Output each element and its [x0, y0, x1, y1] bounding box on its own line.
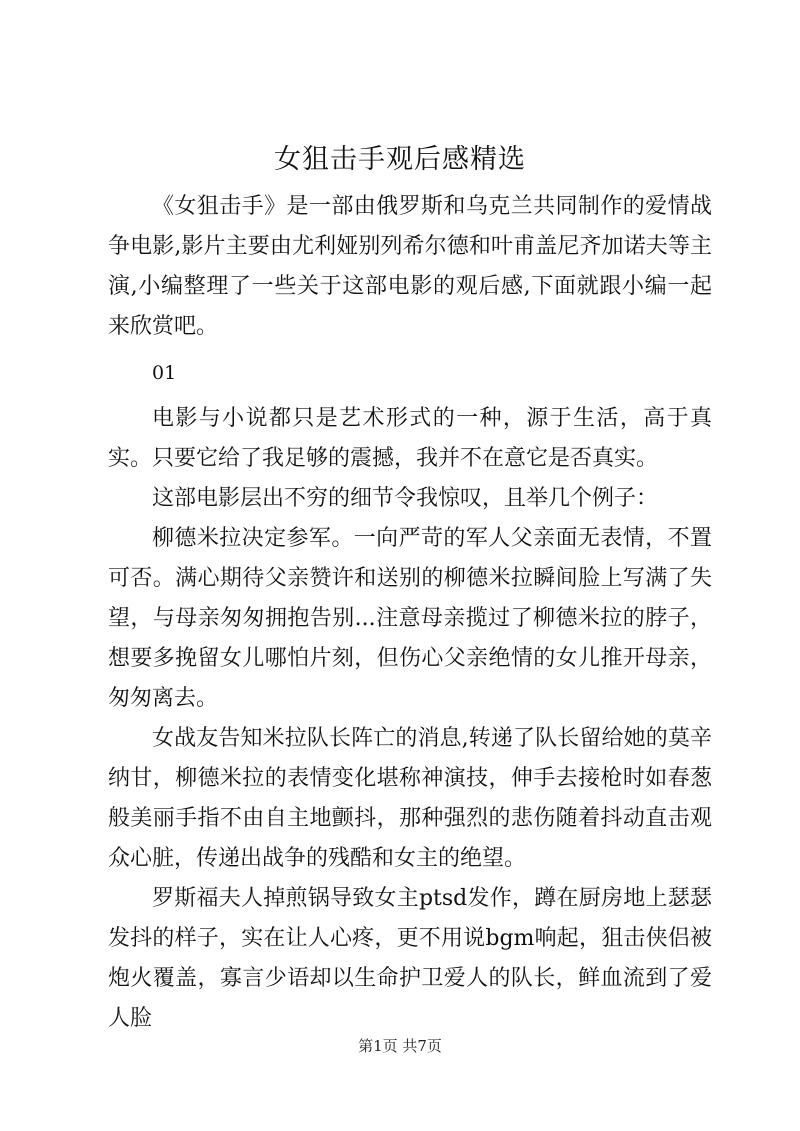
body-paragraph: 电影与小说都只是艺术形式的一种，源于生活，高于真实。只要它给了我足够的震撼，我并不在意它是否真实。 — [108, 406, 712, 471]
body-paragraph: 罗斯福夫人掉煎锅导致女主ptsd发作，蹲在厨房地上瑟瑟发抖的样子，实在让人心疼，更不用说bgm响起，狙击侠侣被炮火覆盖，寡言少语却以生命护卫爱人的队长，鲜血流到了爱人脸 — [108, 886, 712, 1031]
document-body — [108, 187, 712, 1039]
body-paragraph: 这部电影层出不穷的细节令我惊叹，且举几个例子： — [152, 486, 659, 511]
body-paragraph: 女战友告知米拉队长阵亡的消息,转递了队长留给她的莫辛纳甘，柳德米拉的表情变化堪称神演技，伸手去接枪时如春葱般美丽手指不由自主地颤抖，那种强烈的悲伤随着抖动直击观众心脏，传递出战争的残酷和女主的绝望。 — [108, 726, 712, 871]
body-paragraph: 柳德米拉决定参军。一向严苛的军人父亲面无表情，不置可否。满心期待父亲赞许和送别的柳德米拉瞬间脸上写满了失望，与母亲匆匆拥抱告别...注意母亲揽过了柳德米拉的脖子，想要多挽留女儿哪怕片刻，但伤心父亲绝情的女儿推开母亲，匆匆离去。 — [108, 526, 712, 711]
page-footer: 第1页 共7页 — [358, 1037, 442, 1055]
document-title: 女狙击手观后感精选 — [274, 144, 526, 175]
intro-paragraph: 《女狙击手》是一部由俄罗斯和乌克兰共同制作的爱情战争电影,影片主要由尤利娅别列希尔德和叶甫盖尼齐加诺夫等主演,小编整理了一些关于这部电影的观后感,下面就跟小编一起来欣赏吧。 — [108, 194, 712, 339]
section-number: 01 — [152, 362, 177, 384]
